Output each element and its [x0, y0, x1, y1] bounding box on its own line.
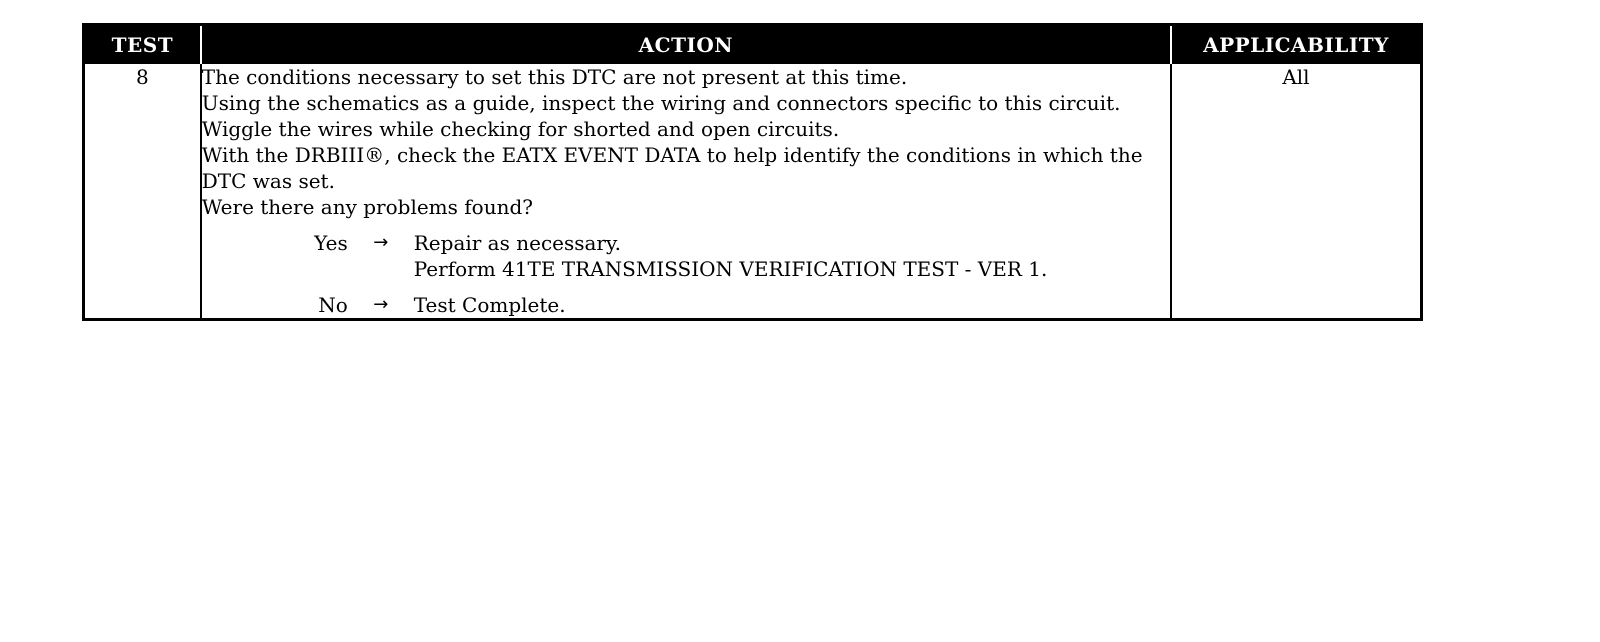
action-line: Wiggle the wires while checking for shorted and open circuits.: [201, 117, 840, 141]
header-test: TEST: [84, 25, 201, 65]
answer-no-text: [414, 292, 1170, 318]
right-arrow-icon: →: [373, 232, 389, 253]
table-header-row: [84, 25, 1422, 65]
answer-line: Perform 41TE TRANSMISSION VERIFICATION TEST - VER 1.: [413, 257, 1048, 281]
answer-yes-label: Yes: [314, 231, 348, 255]
header-applicability: APPLICABILITY: [1171, 25, 1422, 65]
action-line: With the DRBIII®, check the EATX EVENT DATA to help identify the conditions in which the DTC was set.: [201, 143, 1143, 193]
answer-no: [202, 292, 1170, 318]
test-number: 8: [136, 65, 149, 89]
applicability-value: All: [1171, 64, 1422, 320]
action-line: Were there any problems found?: [201, 195, 533, 219]
answer-line: Test Complete.: [413, 293, 566, 317]
action-cell: [201, 64, 1171, 320]
answer-yes-text: [414, 230, 1170, 282]
right-arrow-icon: →: [373, 294, 389, 315]
action-line: The conditions necessary to set this DTC are not present at this time.: [201, 65, 908, 89]
answer-line: Repair as necessary.: [413, 231, 621, 255]
answer-no-label: No: [318, 293, 348, 317]
answer-list: [202, 230, 1170, 318]
answer-yes: [202, 230, 1170, 282]
header-action: ACTION: [201, 25, 1171, 65]
table-row: [84, 64, 1422, 320]
action-line: Using the schematics as a guide, inspect the wiring and connectors specific to this circuit.: [201, 91, 1121, 115]
diagnostic-test-table: [82, 23, 1423, 321]
